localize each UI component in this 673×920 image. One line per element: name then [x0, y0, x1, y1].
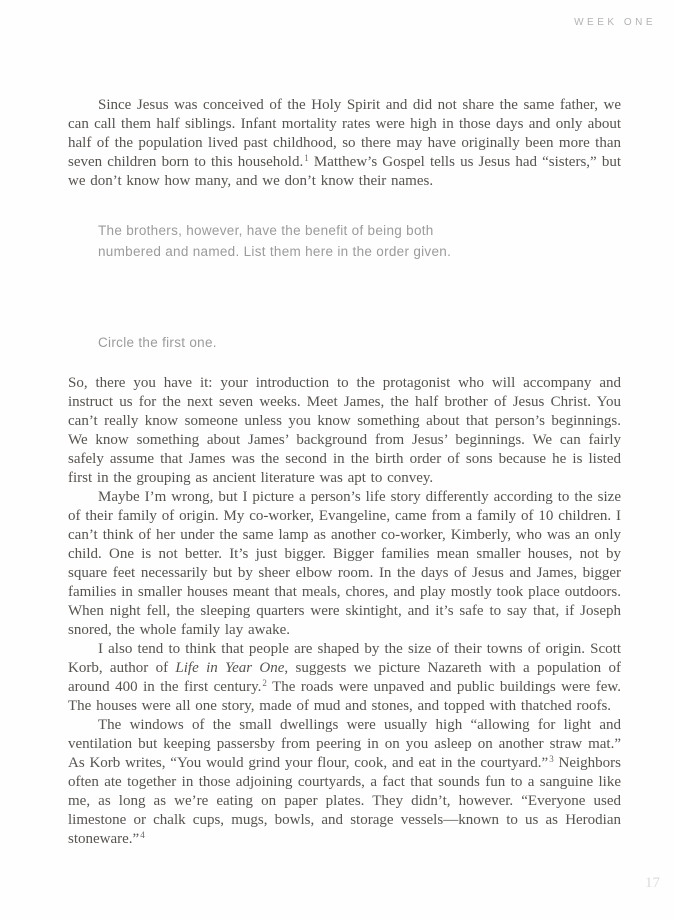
paragraph-nazareth: [68, 640, 621, 716]
paragraph-half-siblings: [68, 96, 621, 191]
book-title-life-in-year-one: Life in Year One: [175, 659, 285, 676]
answer-writing-space: [68, 262, 621, 333]
paragraph-family-size: Maybe I’m wrong, but I picture a person’s life story differently according to the size of their family of origin. My co-worker, Evangeline, came from a family of 10 children. I can’t think of her under the same lamp as another co-worker, Kimberly, who was an only child. One is not better. It’s just bigger. Bigger families mean smaller houses, not by square feet necessarily but by sheer elbow room. In the days of Jesus and James, bigger families in smaller houses meant that meals, chores, and play mostly took place outdoors. When night fell, the sleeping quarters were skintight, and it’s safe to say that, if Joseph snored, the whole family lay awake.: [68, 488, 621, 638]
exercise-prompt-circle-first: Circle the first one.: [98, 335, 217, 350]
text-segment: The roads were unpaved and public buildings were few. The houses were all one story, made of mud and stones, and topped with thatched roofs.: [68, 678, 621, 714]
text-segment: I also tend to think that people are shaped by the size of their towns of origin. Scott Korb, author of: [68, 640, 621, 676]
footnote-ref-3: 3: [549, 753, 554, 764]
text-segment: Neighbors often ate together in those adjoining courtyards, a fact that sounds fun to a sanguine like me, as long as we’re eating on paper plates. They didn’t, however. “Everyone used limestone or chalk cups, mugs, bowls, and storage vessels—known to us as Herodian stoneware.”: [68, 754, 621, 847]
text-segment: Since Jesus was conceived of the Holy Spirit and did not share the same father, we can call them half siblings. Infant mortality rates were high in those days and only about half of the population lived past childhood, so there may have originally been more than seven children born to this household.: [68, 97, 621, 170]
text-segment: Matthew’s Gospel tells us Jesus had “sisters,” but we don’t know how many, and we don’t know their names.: [68, 154, 622, 189]
page-body: [68, 96, 621, 849]
text-segment: The windows of the small dwellings were usually high “allowing for light and ventilation but keeping passersby from peering in on you asleep on another straw mat.” As Korb writes, “You would grind your flour, cook, and eat in the courtyard.”: [68, 716, 621, 771]
page-number: 17: [645, 875, 660, 891]
running-header: WEEK ONE: [574, 17, 656, 28]
exercise-prompt-list-brothers: The brothers, however, have the benefit of being both numbered and named. List them here in the order given.: [98, 223, 452, 259]
text-segment: , suggests we picture Nazareth with a population of around 400 in the first century.: [68, 659, 621, 695]
footnote-ref-4: 4: [140, 829, 145, 840]
paragraph-dwellings: [68, 716, 621, 849]
footnote-ref-2: 2: [262, 677, 267, 688]
footnote-ref-1: 1: [304, 153, 309, 163]
paragraph-meet-james: So, there you have it: your introduction to the protagonist who will accompany and instruct us for the next seven weeks. Meet James, the half brother of Jesus Christ. You can’t really know someone unless you know something about that person’s beginnings. We know something about James’ background from Jesus’ beginnings. We can fairly safely assume that James was the second in the birth order of sons because he is listed first in the grouping as ancient literature was apt to convey.: [68, 374, 621, 486]
spacer: [68, 191, 621, 206]
